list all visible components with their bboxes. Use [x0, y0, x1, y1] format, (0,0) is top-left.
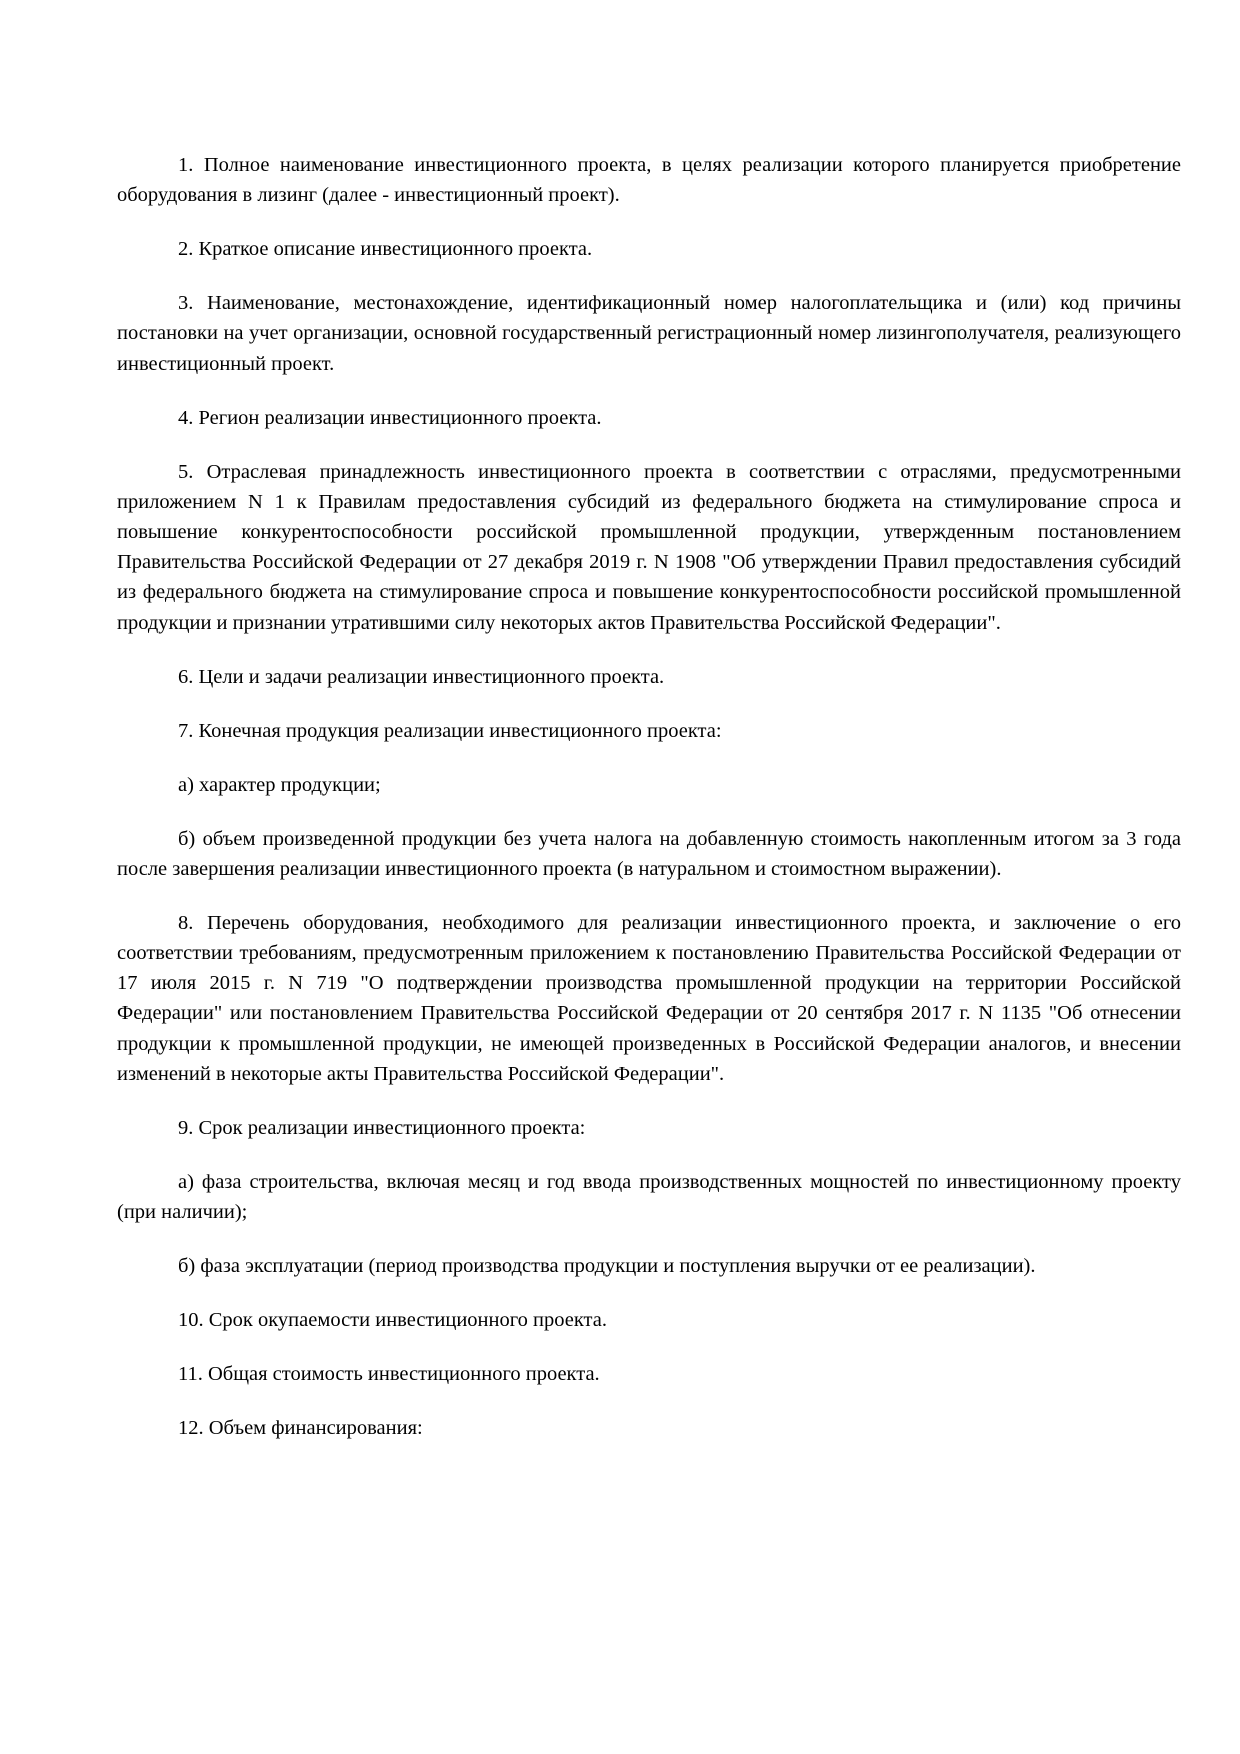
paragraph-8: 8. Перечень оборудования, необходимого для реализации инвестиционного проекта, и заключение о его соответствии требованиям, предусмотренным приложением к постановлению Правительства Российской Федерации от 17 июля 2015 г. N 719 "О подтверждении производства промышленной продукции на территории Российской Федерации" или постановлением Правительства Российской Федерации от 20 сентября 2017 г. N 1135 "Об отнесении продукции к промышленной продукции, не имеющей произведенных в Российской Федерации аналогов, и внесении изменений в некоторые акты Правительства Российской Федерации".	[117, 911, 1181, 1085]
document-page	[117, 150, 1181, 1467]
paragraph-3: 3. Наименование, местонахождение, идентификационный номер налогоплательщика и (или) код причины постановки на учет организации, основной государственный регистрационный номер лизингополучателя, реализующего инвестиционный проект.	[117, 292, 1181, 375]
paragraph-1: 1. Полное наименование инвестиционного проекта, в целях реализации которого планируется приобретение оборудования в лизинг (далее - инвестиционный проект).	[117, 154, 1181, 207]
paragraph-11: 11. Общая стоимость инвестиционного проекта.	[178, 1363, 600, 1386]
paragraph-5: 5. Отраслевая принадлежность инвестиционного проекта в соответствии с отраслями, предусмотренными приложением N 1 к Правилам предоставления субсидий из федерального бюджета на стимулирование спроса и повышение конкурентоспособности российской промышленной продукции, утвержденным постановлением Правительства Российской Федерации от 27 декабря 2019 г. N 1908 "Об утверждении Правил предоставления субсидий из федерального бюджета на стимулирование спроса и повышение конкурентоспособности российской промышленной продукции и признании утратившими силу некоторых актов Правительства Российской Федерации".	[117, 460, 1181, 634]
paragraph-9b: б) фаза эксплуатации (период производства продукции и поступления выручки от ее реализации).	[178, 1255, 1036, 1278]
paragraph-7: 7. Конечная продукция реализации инвестиционного проекта:	[178, 719, 722, 742]
paragraph-9: 9. Срок реализации инвестиционного проекта:	[178, 1116, 586, 1139]
paragraph-4: 4. Регион реализации инвестиционного проекта.	[178, 406, 602, 429]
paragraph-2: 2. Краткое описание инвестиционного проекта.	[178, 238, 593, 261]
paragraph-12: 12. Объем финансирования:	[178, 1417, 423, 1440]
paragraph-10: 10. Срок окупаемости инвестиционного проекта.	[178, 1309, 607, 1332]
paragraph-7b: б) объем произведенной продукции без учета налога на добавленную стоимость накопленным итогом за 3 года после завершения реализации инвестиционного проекта (в натуральном и стоимостном выражении).	[117, 827, 1181, 880]
paragraph-7a: а) характер продукции;	[178, 773, 381, 796]
paragraph-9a: а) фаза строительства, включая месяц и год ввода производственных мощностей по инвестиционному проекту (при наличии);	[117, 1170, 1181, 1224]
paragraph-6: 6. Цели и задачи реализации инвестиционного проекта.	[178, 665, 665, 688]
